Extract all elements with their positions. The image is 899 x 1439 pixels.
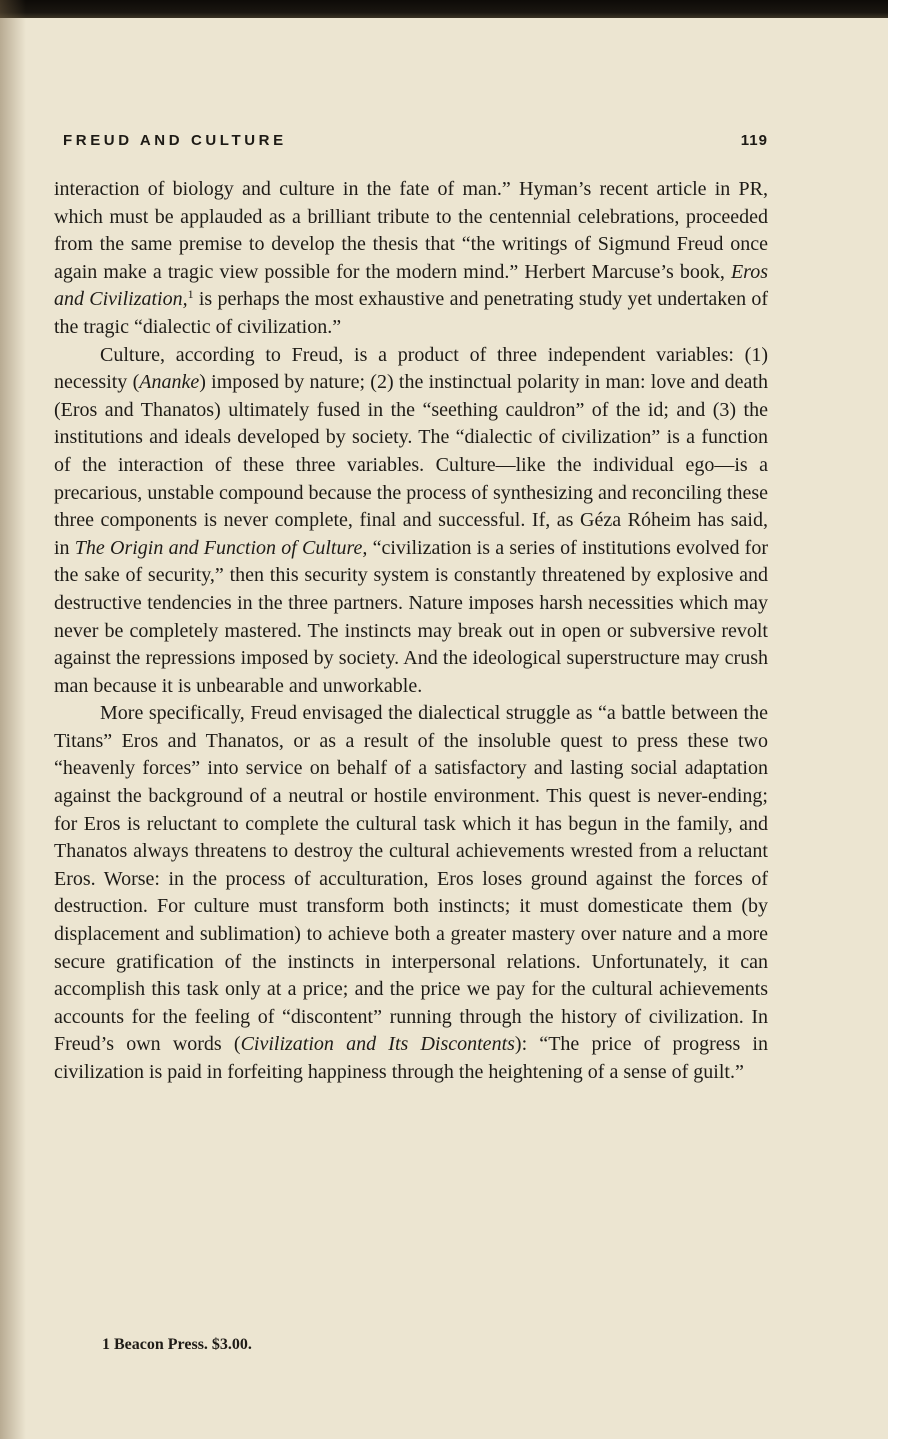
paragraph-3-text-a: More specifically, Freud envisaged the dialectical struggle as “a battle between the Titans” Eros and Thanatos, or as a result of the insoluble quest to press these two “heavenly forces” into service on behalf of a satisfactory and lasting social adaptation against the background of a neutral or hostile environment. This quest is never-ending; for Eros is reluctant to complete the cultural task which it has begun in the family, and Thanatos always threatens to destroy the cultural achievements wrested from a reluctant Eros. Worse: in the process of acculturation, Eros loses ground against the forces of destruction. For culture must transform both instincts; it must domesticate them (by displacement and sublimation) to achieve both a greater mastery over nature and a more secure gratification of the instincts in interpersonal relations. Unfortunately, it can accomplish this task only at a price; and the price we pay for the cultural achievements accounts for the feeling of “discontent” running through the history of civilization. In Freud’s own words (	[54, 702, 768, 1056]
scan-margin	[888, 0, 899, 1439]
paragraph-2-text-b: ) imposed by nature; (2) the instinctual polarity in man: love and death (Eros and Thanatos) ultimately fused in the “seething cauldron” of the id; and (3) the institutions and ideals developed by society. The “dialectic of civilization” is a function of the interaction of these three variables. Culture—like the individual ego—is a precarious, unstable compound because the process of synthesizing and reconciling these three components is never complete, final and successful. If, as Géza Róheim has said, in	[54, 371, 768, 559]
paragraph-2-text-c: “civilization is a series of institutions evolved for the sake of security,” then this security system is constantly threatened by explosive and destructive tendencies in the three partners. Nature imposes harsh necessities which may never be completely mastered. The instincts may break out in open or subversive revolt against the repressions imposed by society. And the ideological superstructure may crush man because it is unbearable and unworkable.	[54, 536, 768, 697]
page-top-edge	[0, 0, 888, 18]
paragraph-3	[54, 700, 768, 1086]
footnote: 1 Beacon Press. $3.00.	[102, 1336, 252, 1353]
book-title-civilization-and-its-discontents: Civilization and Its Discontents	[240, 1033, 515, 1056]
book-title-eros-and-civilization: Eros and Civilization,	[54, 260, 768, 311]
paragraph-2	[54, 342, 768, 701]
body-text	[54, 176, 768, 1087]
running-head	[63, 132, 768, 154]
paragraph-1-text-b: is perhaps the most exhaustive and penetrating study yet undertaken of the tragic “dialectic of civilization.”	[54, 288, 769, 338]
paragraph-1-text-a: interaction of biology and culture in the fate of man.” Hyman’s recent article in PR, which must be applauded as a brilliant tribute to the centennial celebrations, proceeded from the same premise to develop the thesis that “the writings of Sigmund Freud once again make a tragic view possible for the modern mind.” Herbert Marcuse’s book,	[54, 178, 768, 283]
paragraph-3-text-b: ): “The price of progress in civilization is paid in forfeiting happiness through the heightening of a sense of guilt.”	[54, 1033, 768, 1083]
binding-shadow	[0, 0, 26, 1439]
page-number: 119	[740, 132, 768, 149]
paragraph-1	[54, 176, 768, 342]
term-ananke: Ananke	[139, 371, 200, 394]
book-title-origin-and-function: The Origin and Function of Culture,	[74, 536, 368, 559]
running-title: FREUD AND CULTURE	[63, 132, 287, 149]
paragraph-2-text-a: Culture, according to Freud, is a product of three independent variables: (1) necessity (	[54, 343, 768, 394]
footnote-marker: 1	[187, 287, 194, 302]
